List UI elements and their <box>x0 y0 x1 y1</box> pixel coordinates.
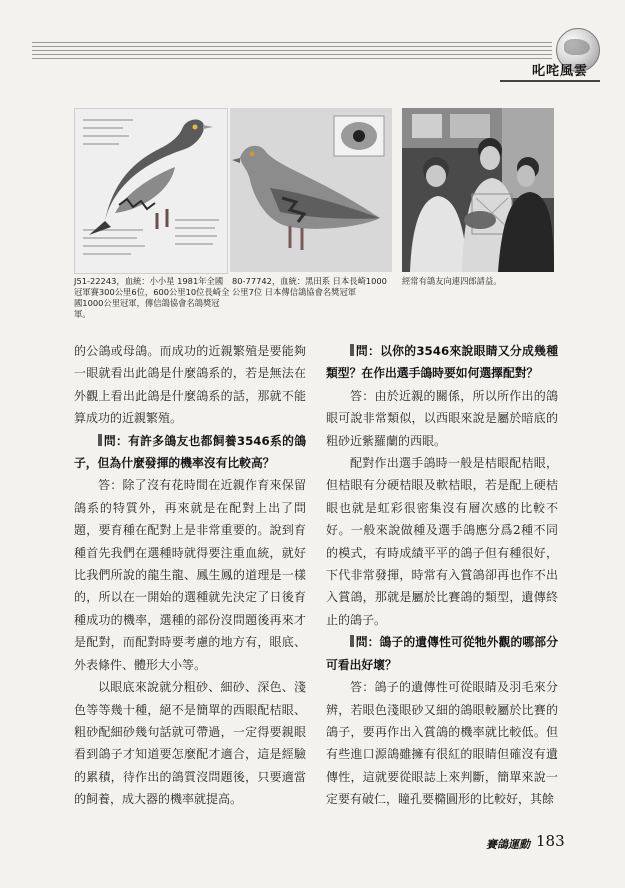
paragraph: 配對作出選手鴿時一般是桔眼配桔眼，但桔眼有分硬桔眼及軟桔眼，若是配上硬桔眼也就是虹彩很密集沒有層次感的比較不好。一般來說做種及選手鴿應分爲2種不同的模式，有時成績平平的鴿子但有種很好，下代非常發揮，時常有入賞鴿卻再也作不出入賞鴿，那就是屬於比賽鴿的類型，遺傳終止的鴿子。 <box>326 456 558 627</box>
paragraph: 答：除了沒有花時間在近親作育來保留鴿系的特質外，再來就是在配對上出了問題，要育種在配對上是非常重要的。說到育種首先我們在選種時就得要注重血統，就好比我們所說的龍生龍、鳳生鳳的道理是一樣的，所以在一開始的選種就先決定了日後育種成功的機率，選種的部份沒問題後再來才是配對，而配對時要考慮的地方有，眼底、外表條件、體形大小等。 <box>74 478 306 672</box>
paragraph: 答：鴿子的遺傳性可從眼睛及羽毛來分辨，若眼色淺眼砂又細的鴿眼較屬於比賽的鴿子，要再作出入賞鴿的機率就比較低。但有些進口源鴿雖擁有很紅的眼睛但確沒有遺傳性，這就要從眼誌上來判斷，簡單來說一定要有破仁，瞳孔要橢圓形的比較好，其餘 <box>326 680 558 807</box>
photo2-caption: 80-77742，血統：黑田系 日本長崎1000公里7位 日本傳信鴿協會名獎冠軍 <box>232 276 387 297</box>
question-heading <box>326 631 558 676</box>
photo3-caption: 經常有鴿友向連四郎請益。 <box>402 276 502 286</box>
column-title: 叱咤風雲 <box>532 64 589 79</box>
photo-pigeon-j51 <box>74 108 228 274</box>
question-text: 問：以你的3546來說眼睛又分成幾種類型？在作出選手鴿時要如何選擇配對？ <box>326 344 558 381</box>
photo1-caption: J51-22243，血統：小小星 1981年全國冠軍賽300公里6位，600公里10位長崎全國1000公里冠軍，傳信鴿協會名鴿獎冠軍。 <box>74 276 230 319</box>
page-number: 183 <box>536 832 565 850</box>
question-heading <box>74 430 306 475</box>
question-heading <box>326 340 558 385</box>
paragraph: 答：由於近親的關係，所以所作出的鴿眼可說非常類似，以西眼來說是屬於暗底的粗砂近紫羅蘭的西眼。 <box>326 388 558 448</box>
paragraph: 的公鴿或母鴿。而成功的近親繁殖是要能夠一眼就看出此鴿是什麼鴿系的，若是無法在外觀上看出此鴿是什麼鴿系的話，那就不能算成功的近親繁殖。 <box>74 344 306 426</box>
question-text: 問：有許多鴿友也都飼養3546系的鴿子，但為什麼發揮的機率沒有比較高？ <box>74 433 306 471</box>
right-column <box>326 340 558 811</box>
header-rule-lines <box>32 42 552 62</box>
photo-fanciers <box>402 108 554 272</box>
magazine-name: 賽鴿運動 <box>486 838 530 851</box>
column-title-underline <box>500 80 600 82</box>
question-marker-icon <box>350 635 354 647</box>
photo-pigeon-80 <box>230 108 392 272</box>
paragraph: 以眼底來說就分粗砂、細砂、深色、淺色等等幾十種，絕不是簡單的西眼配桔眼、粗砂配細砂幾句話就可帶過，一定得要親眼看到鴿子才知道要怎麼配才適合，這是經驗的累積，待作出的鴿質沒問題後，只要適當的飼養，成大器的機率就提高。 <box>74 680 306 807</box>
question-marker-icon <box>98 434 102 446</box>
question-marker-icon <box>350 344 354 356</box>
left-column <box>74 340 306 811</box>
question-text: 問：鴿子的遺傳性可從牠外觀的哪部分可看出好壞？ <box>326 635 558 672</box>
